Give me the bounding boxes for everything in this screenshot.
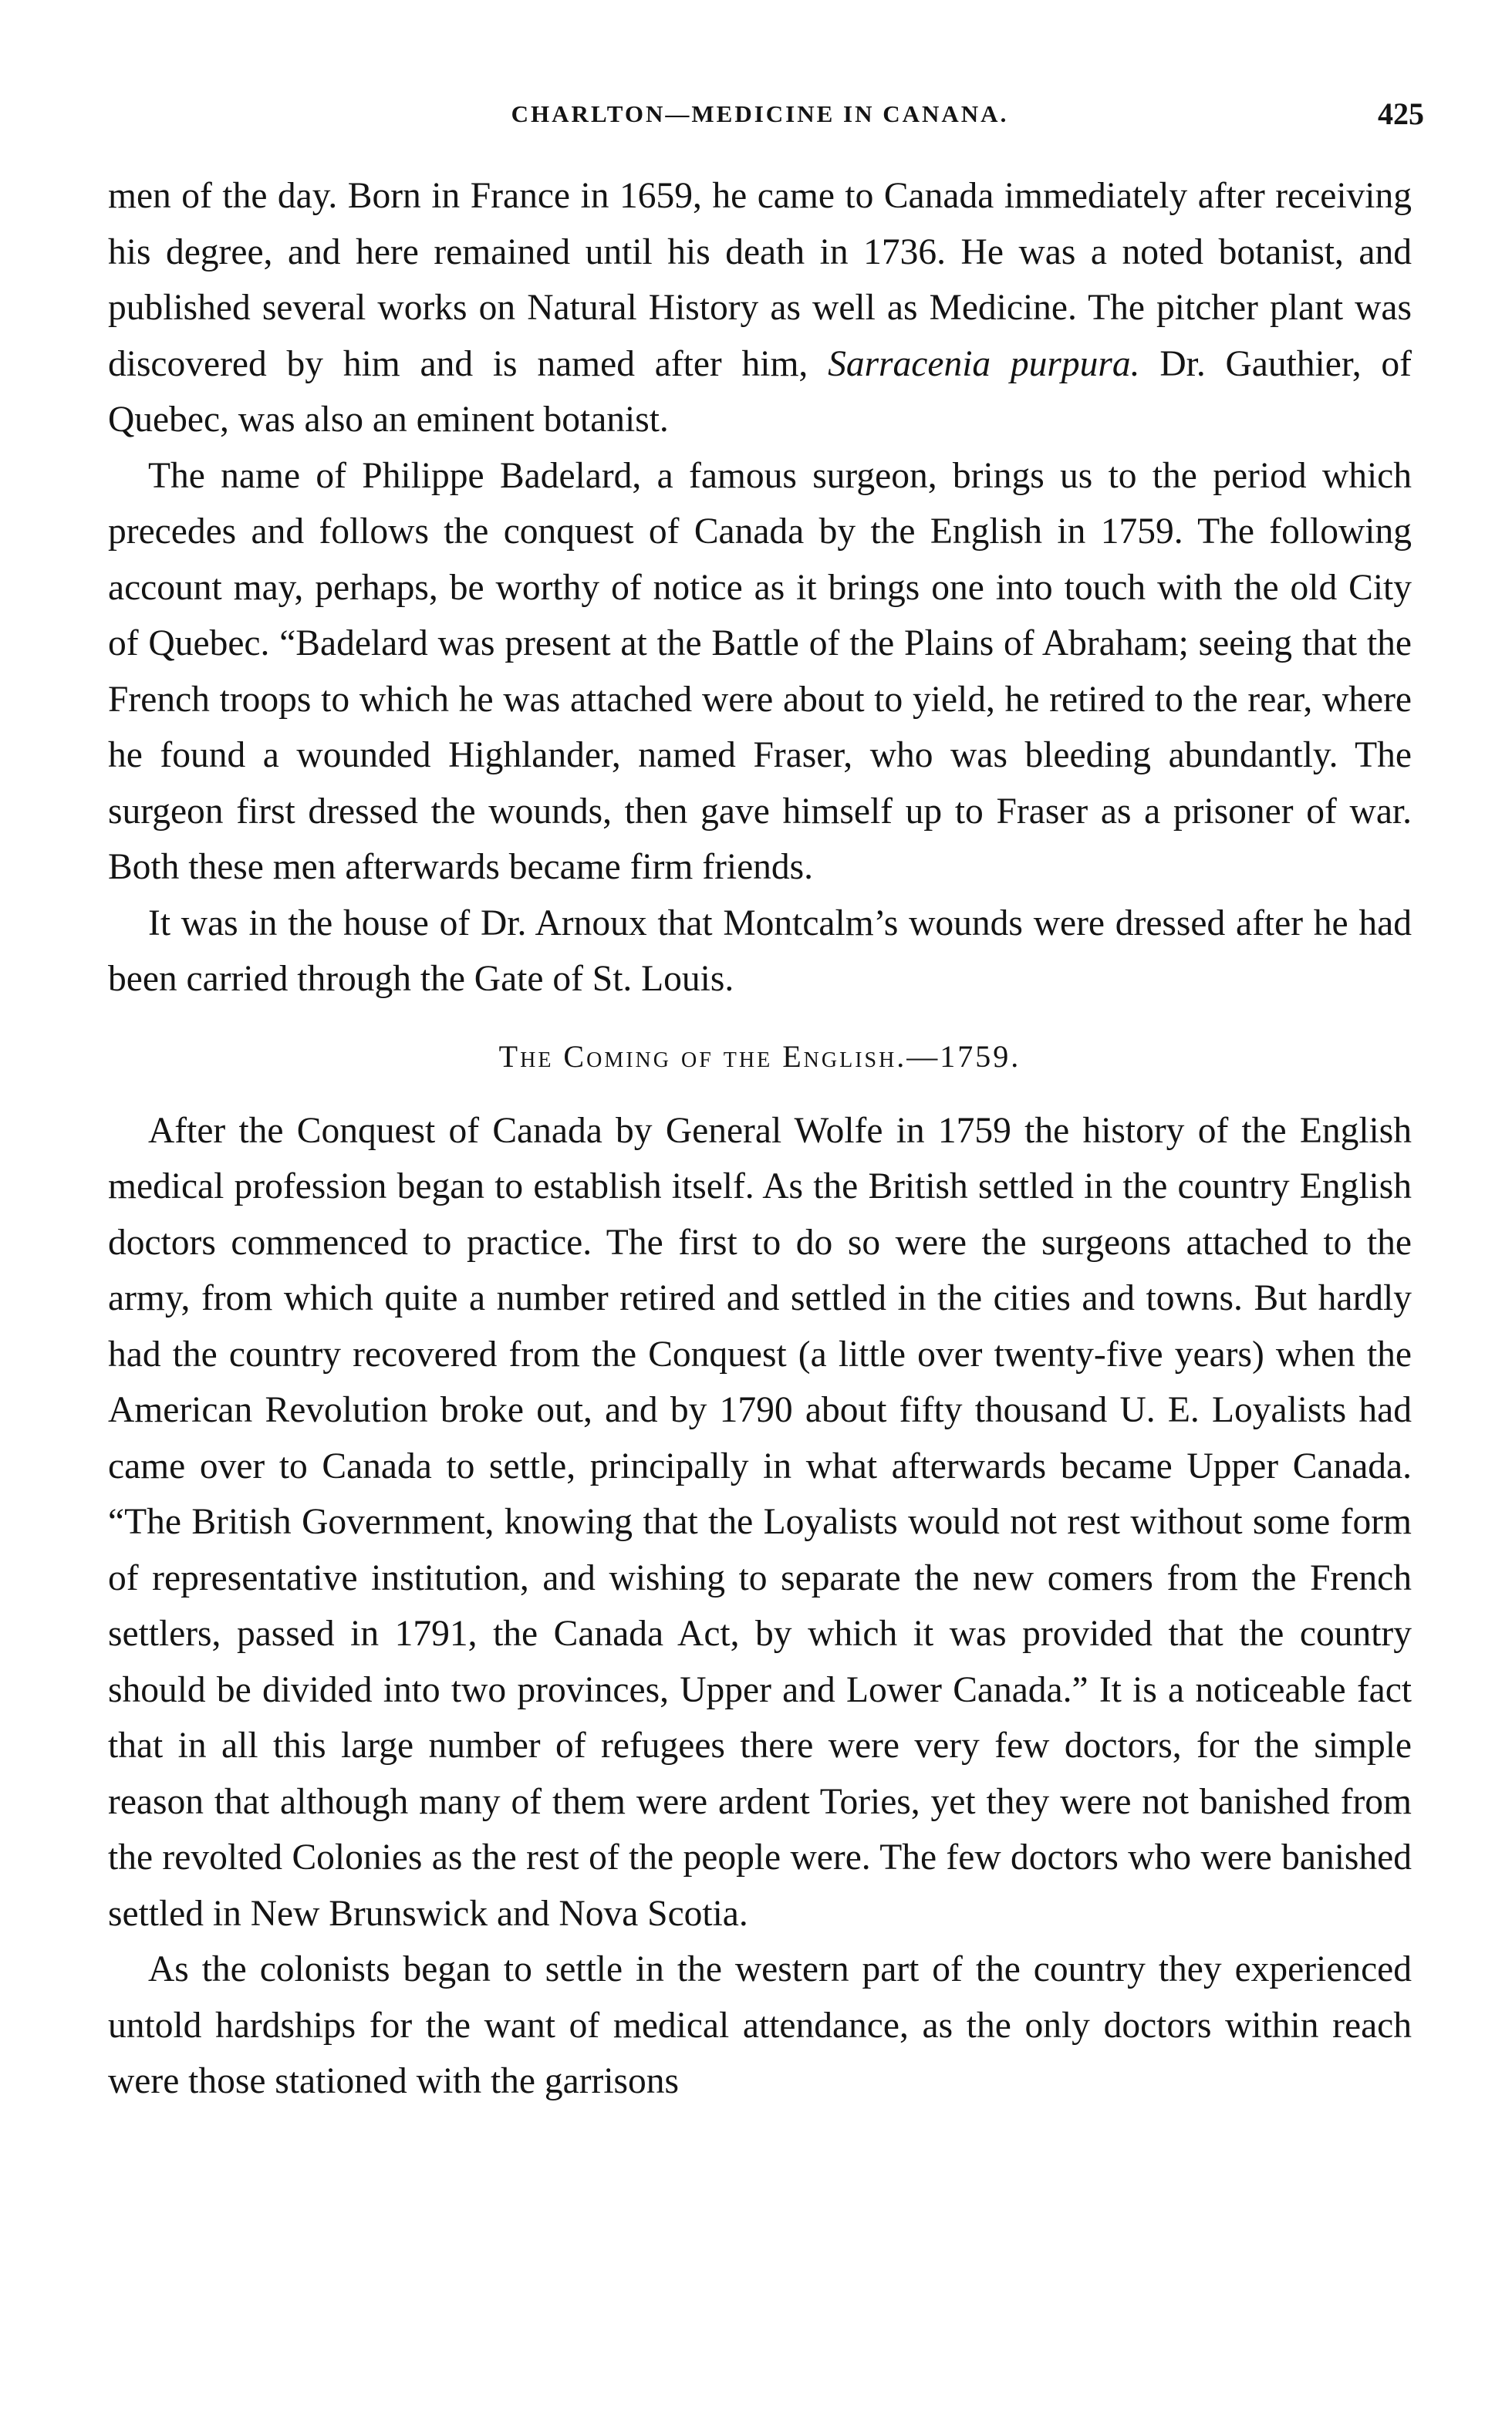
paragraph-1-text-b: Dr. Gauthier, of Quebec, was also an eminent botanist.	[108, 343, 1412, 440]
paragraph-1-text-a: men of the day. Born in France in 1659, he came to Canada immediately after receiving his degree, and here remained until his death in 1736. He was a noted botanist, and published several works on Natural History as well as Medicine. The pitcher plant was discovered by him and is named after him,	[108, 176, 1412, 384]
paragraph-4: After the Conquest of Canada by General Wolfe in 1759 the history of the English medical profession began to establish itself. As the British settled in the country English doctors commenced to practice. The first to do so were the surgeons attached to the army, from which quite a number retired and settled in the cities and towns. But hardly had the country recovered from the Conquest (a little over twenty-five years) when the American Revolution broke out, and by 1790 about fifty thousand U. E. Loyalists had came over to Canada to settle, principally in what afterwards became Upper Canada. “The British Government, knowing that the Loyalists would not rest without some form of representative institution, and wishing to separate the new comers from the French settlers, passed in 1791, the Canada Act, by which it was provided that the country should be divided into two provinces, Upper and Lower Canada.” It is a noticeable fact that in all this large number of refugees there were very few doctors, for the simple reason that although many of them were ardent Tories, yet they were not banished from the revolted Colonies as the rest of the people were. The few doctors who were banished settled in New Brunswick and Nova Scotia.	[108, 1110, 1412, 1934]
paragraph-1	[108, 168, 1412, 448]
section-heading: The Coming of the English.—1759.	[498, 1038, 1021, 1074]
species-name: Sarracenia purpura.	[828, 343, 1140, 384]
paragraph-3: It was in the house of Dr. Arnoux that Montcalm’s wounds were dressed after he had been carried through the Gate of St. Louis.	[108, 903, 1412, 999]
paragraph-2: The name of Philippe Badelard, a famous surgeon, brings us to the period which precedes and follows the conquest of Canada by the English in 1759. The following account may, perhaps, be worthy of notice as it brings one into touch with the old City of Quebec. “Badelard was present at the Battle of the Plains of Abraham; seeing that the French troops to which he was attached were about to yield, he retired to the rear, where he found a wounded Highlander, named Fraser, who was bleeding abundantly. The surgeon first dressed the wounds, then gave himself up to Fraser as a prisoner of war. Both these men afterwards became firm friends.	[108, 455, 1412, 887]
paragraph-5: As the colonists began to settle in the western part of the country they experienced untold hardships for the want of medical attendance, as the only doctors within reach were those stationed with the garrisons	[108, 1949, 1412, 2101]
running-head	[108, 85, 1424, 139]
running-title: CHARLTON—MEDICINE IN CANANA.	[511, 100, 1009, 127]
page-number: 425	[1378, 96, 1424, 131]
book-page	[108, 85, 1424, 2110]
